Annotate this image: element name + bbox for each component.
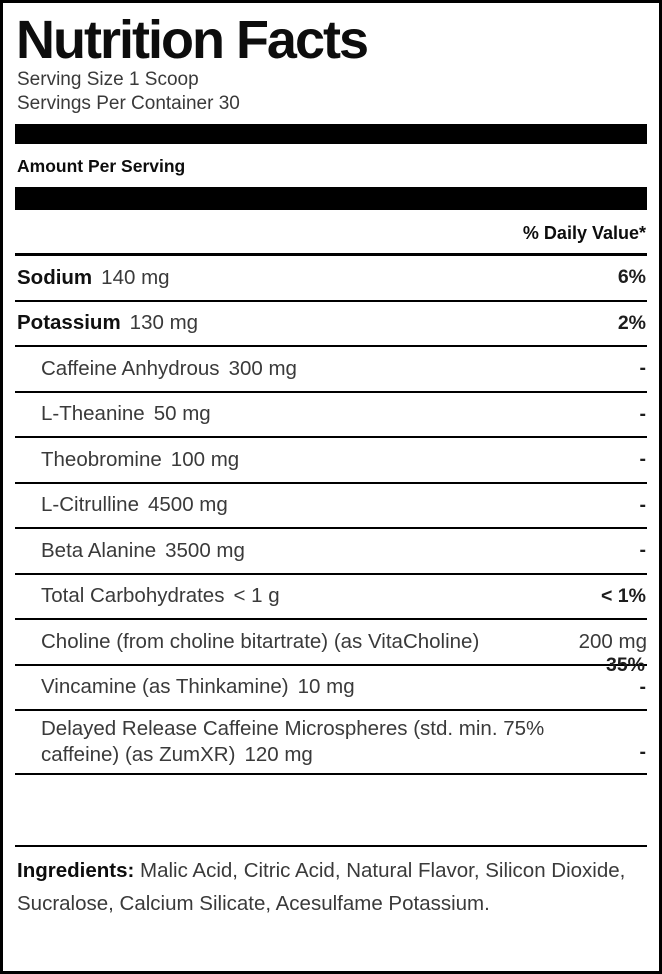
- nutrient-amount: 200 mg: [578, 629, 647, 653]
- amount-per-serving-heading: Amount Per Serving: [17, 156, 186, 177]
- nutrient-name: L-Citrulline: [41, 493, 139, 517]
- nutrient-name: Caffeine Anhydrous: [41, 356, 220, 380]
- nutrient-amount: < 1 g: [233, 584, 280, 608]
- nutrient-text: [15, 533, 640, 569]
- nutrient-row-l-theanine: [15, 393, 647, 439]
- nutrient-text: [15, 442, 640, 478]
- nutrient-text: [15, 487, 640, 523]
- nutrient-row-vincamine-as-thinkamine: [15, 666, 647, 712]
- nutrient-amount: 100 mg: [170, 447, 240, 471]
- nutrient-row-potassium: [15, 302, 647, 348]
- nutrient-daily-value: -: [639, 448, 646, 471]
- serving-size: Serving Size 1 Scoop: [17, 69, 199, 91]
- nutrient-daily-value: 6%: [617, 266, 646, 289]
- nutrient-amount: 130 mg: [129, 311, 199, 335]
- nutrient-amount: 4500 mg: [147, 493, 228, 517]
- nutrient-row-caffeine-anhydrous: [15, 347, 647, 393]
- nutrient-row-l-citrulline: [15, 484, 647, 530]
- nutrient-name: Sodium: [17, 265, 93, 289]
- nutrient-row-delayed-release-caffeine-microspheres-std-min-75-caffeine-as-zumxr: [15, 711, 647, 775]
- nutrient-name: Theobromine: [41, 447, 162, 471]
- nutrient-row-theobromine: [15, 438, 647, 484]
- nutrient-daily-value: -: [639, 357, 646, 380]
- daily-value-header: % Daily Value*: [15, 210, 647, 256]
- nutrient-name: Total Carbohydrates: [41, 584, 225, 608]
- nutrient-amount: 140 mg: [101, 265, 170, 289]
- nutrient-amount: 10 mg: [297, 675, 355, 699]
- nutrient-text: [15, 351, 640, 387]
- nutrient-daily-value: 35%: [605, 653, 645, 676]
- nutrient-daily-value: -: [639, 741, 646, 764]
- divider-bar-top: [15, 124, 647, 144]
- nutrient-name: Beta Alanine: [41, 538, 157, 562]
- nutrient-row-sodium: [15, 256, 647, 302]
- nutrient-row-beta-alanine: [15, 529, 647, 575]
- nutrient-name: L-Theanine: [41, 402, 145, 426]
- nutrient-text: [15, 396, 640, 432]
- nutrient-text: [15, 578, 601, 614]
- nutrient-amount: 50 mg: [153, 402, 211, 426]
- ingredients-section: [15, 845, 647, 920]
- nutrient-text: [15, 711, 636, 773]
- nutrient-rows: [15, 256, 647, 775]
- ingredients-label: Ingredients:: [17, 859, 135, 883]
- nutrient-text: [15, 669, 640, 705]
- nutrient-amount: 3500 mg: [165, 538, 245, 562]
- nutrient-name: Choline (from choline bitartrate) (as VitaCholine): [41, 629, 480, 653]
- nutrient-name: Potassium: [17, 311, 121, 335]
- nutrient-name: Vincamine (as Thinkamine): [41, 675, 289, 699]
- nutrient-text: [15, 260, 618, 296]
- servings-per-container: Servings Per Container 30: [17, 93, 240, 115]
- nutrient-text: [15, 624, 647, 660]
- nutrient-amount: 300 mg: [228, 356, 297, 380]
- nutrient-daily-value: -: [639, 539, 646, 562]
- nutrient-row-total-carbohydrates: [15, 575, 647, 621]
- nutrient-row-choline-from-choline-bitartrate-as-vitacholine: [15, 620, 647, 676]
- nutrient-daily-value: < 1%: [601, 584, 646, 607]
- nutrient-text: [15, 305, 618, 341]
- nutrient-daily-value: -: [639, 675, 646, 698]
- page-title: Nutrition Facts: [16, 10, 368, 70]
- nutrient-daily-value: -: [639, 402, 646, 425]
- nutrient-daily-value: 2%: [617, 311, 646, 334]
- ingredients-text: Malic Acid, Citric Acid, Natural Flavor, Silicon Dioxide, Sucralose, Calcium Silicate, Acesulfame Potassium.: [17, 859, 626, 916]
- divider-bar-middle: [15, 187, 647, 210]
- nutrient-amount: 120 mg: [244, 743, 313, 767]
- nutrient-name: Delayed Release Caffeine Microspheres (std. min. 75% caffeine) (as ZumXR): [41, 717, 545, 767]
- nutrient-daily-value: -: [639, 493, 646, 516]
